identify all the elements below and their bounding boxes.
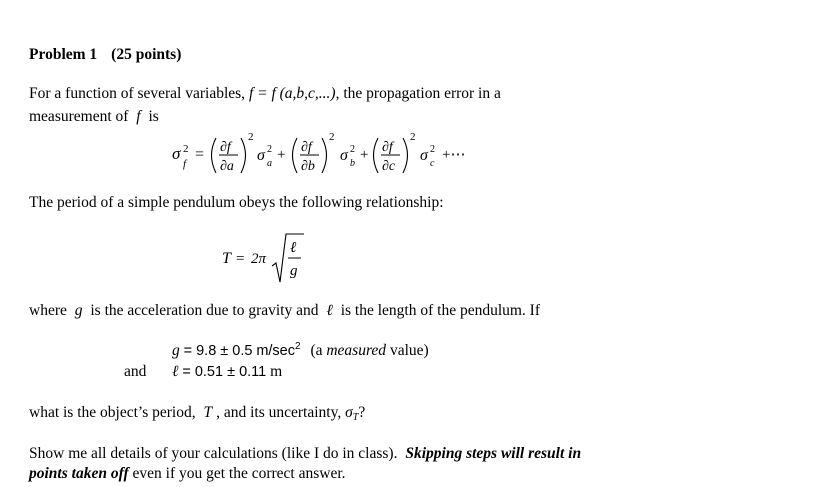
- formula-lhs-sigma: σ: [172, 144, 181, 163]
- where-text-1: where: [29, 302, 67, 319]
- formula-tail: +⋯: [442, 147, 466, 163]
- t-symbol: T: [203, 404, 213, 421]
- g-note-prefix: (a: [310, 342, 323, 359]
- pendulum-lhs: T: [222, 250, 231, 267]
- intro-text-4: is: [148, 108, 159, 125]
- intro-text-1: For a function of several variables,: [29, 85, 246, 102]
- intro-line-2: [29, 107, 159, 127]
- term-c-sigma: σ: [420, 147, 428, 164]
- formula-lhs-sub: f: [183, 158, 187, 170]
- intro-text-2: , the propagation error in a: [335, 85, 501, 102]
- intro-line-1: [29, 84, 501, 104]
- term-a-denominator: ∂a: [220, 159, 234, 174]
- pendulum-denominator: g: [290, 263, 298, 279]
- g-unit-sup: 2: [295, 341, 301, 352]
- instructions-text-2: even if you get the correct answer.: [132, 465, 346, 482]
- term-c-exponent: 2: [410, 131, 416, 143]
- formula-term-a: [212, 131, 286, 174]
- instructions-text-1: Show me all details of your calculations (like I do in class).: [29, 445, 398, 462]
- term-a-exponent: 2: [248, 131, 254, 143]
- propagation-formula: [172, 124, 492, 184]
- question-text-2: , and its uncertainty,: [216, 404, 342, 421]
- term-a-numerator: ∂f: [220, 140, 231, 155]
- l-value-symbol: ℓ: [172, 363, 179, 380]
- term-b-denominator: ∂b: [301, 159, 315, 174]
- where-text-2: is the acceleration due to gravity and: [90, 302, 319, 319]
- instructions-bold-2: points taken off: [29, 465, 129, 482]
- l-unit: m: [270, 363, 283, 380]
- g-note-suffix: value): [389, 342, 429, 359]
- term-c-numerator: ∂f: [382, 140, 393, 155]
- term-c-sigma-sub: c: [430, 158, 435, 169]
- l-value-line: [172, 362, 282, 382]
- function-expression: f = f (a,b,c,...): [248, 85, 336, 102]
- term-a-sigma-sup: 2: [267, 144, 272, 155]
- term-b-sigma-sup: 2: [350, 144, 355, 155]
- formula-lhs-sup: 2: [183, 143, 189, 155]
- g-value-line: [172, 341, 429, 361]
- term-b-exponent: 2: [329, 131, 335, 143]
- where-line: [29, 301, 540, 321]
- g-value-symbol: g: [172, 342, 180, 359]
- term-b-numerator: ∂f: [301, 140, 312, 155]
- question-end: ?: [358, 404, 366, 421]
- problem-points: (25 points): [111, 46, 182, 63]
- l-value: = 0.51 ± 0.11: [182, 364, 267, 380]
- term-c-sigma-sup: 2: [430, 144, 435, 155]
- l-symbol: ℓ: [326, 302, 333, 319]
- and-label: and: [124, 363, 147, 380]
- term-b-plus: +: [360, 147, 369, 163]
- instructions-line-2: [29, 464, 346, 484]
- where-text-3: is the length of the pendulum. If: [340, 302, 541, 319]
- term-b-sigma-sub: b: [350, 158, 355, 169]
- pendulum-coef: 2π: [251, 251, 267, 267]
- formula-term-c: [374, 131, 466, 174]
- term-c-denominator: ∂c: [382, 159, 396, 174]
- problem-number: Problem 1: [29, 46, 98, 63]
- f-symbol: f: [136, 108, 141, 125]
- g-note-italic: measured: [326, 342, 387, 359]
- pendulum-formula: [218, 228, 338, 288]
- intro-text-3: measurement of: [29, 108, 129, 125]
- g-unit-text: m/sec: [256, 343, 295, 359]
- pendulum-intro: The period of a simple pendulum obeys the following relationship:: [29, 194, 444, 211]
- problem-title: [29, 45, 181, 65]
- formula-term-b: [293, 131, 369, 174]
- formula-equals: =: [195, 146, 205, 163]
- sigma-symbol: σ: [345, 404, 353, 421]
- term-b-sigma: σ: [340, 147, 348, 164]
- g-unit: [256, 343, 300, 359]
- term-a-sigma-sub: a: [267, 158, 272, 169]
- pendulum-equals: =: [236, 251, 245, 267]
- g-value: = 9.8 ± 0.5: [183, 343, 253, 359]
- instructions-bold-1: Skipping steps will result in: [405, 445, 582, 462]
- sigma-sub: T: [352, 412, 359, 423]
- question-line: [29, 403, 365, 423]
- term-a-sigma: σ: [257, 147, 265, 164]
- question-text-1: what is the object’s period,: [29, 404, 196, 421]
- g-symbol: g: [74, 302, 83, 319]
- pendulum-numerator: ℓ: [290, 240, 297, 256]
- instructions-line-1: [29, 444, 581, 464]
- term-a-plus: +: [277, 147, 286, 163]
